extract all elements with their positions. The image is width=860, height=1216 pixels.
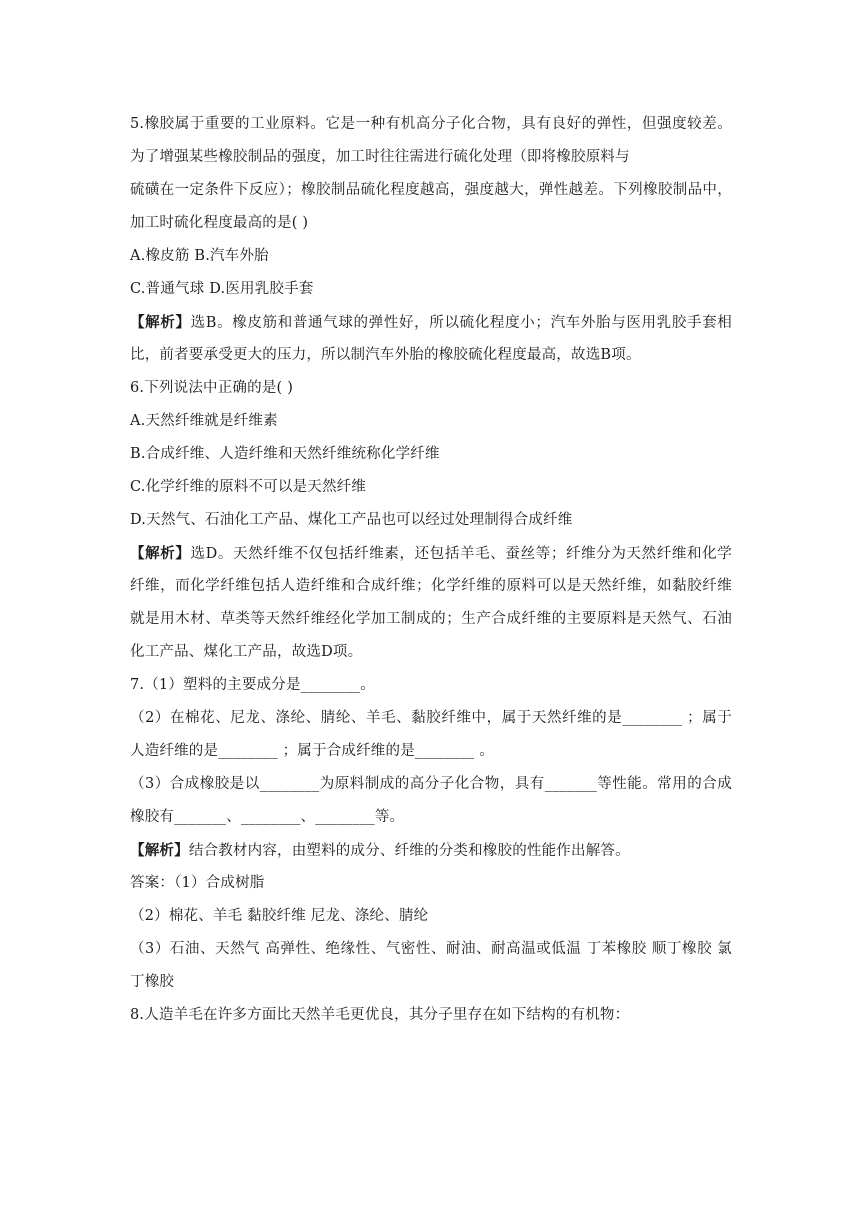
q7-answer-line-3: （3）石油、天然气 高弹性、绝缘性、气密性、耐油、耐高温或低温 丁苯橡胶 顺丁橡胶 氯: [130, 941, 732, 957]
q5-stem-line-4: 加工时硫化程度最高的是( ): [130, 215, 309, 231]
q6-option-c: C.化学纤维的原料不可以是天然纤维: [130, 479, 367, 495]
q5-analysis-tag: 【解析】: [130, 314, 191, 331]
page-content: [130, 108, 732, 1032]
q6-option-b: B.合成纤维、人造纤维和天然纤维统称化学纤维: [130, 446, 440, 462]
q7-part-3-line-2: 橡胶有_______、________、________等。: [130, 809, 405, 825]
q7-answer-line-2: （2）棉花、羊毛 黏胶纤维 尼龙、涤纶、腈纶: [130, 908, 429, 924]
q7-part-1: 7.（1）塑料的主要成分是________。: [130, 677, 375, 693]
q7-answer-line-4: 丁橡胶: [130, 974, 175, 990]
q6-analysis-line-2: 纤维，而化学纤维包括人造纤维和合成纤维；化学纤维的原料可以是天然纤维，如黏胶纤维: [130, 578, 732, 594]
q6-option-a: A.天然纤维就是纤维素: [130, 413, 278, 429]
q6-analysis-line-3: 就是用木材、草类等天然纤维经化学加工制成的；生产合成纤维的主要原料是天然气、石油: [130, 611, 732, 627]
q7-part-3-line-1: （3）合成橡胶是以________为原料制成的高分子化合物，具有_______等性能。常用的合成: [130, 776, 732, 792]
q7-part-2-line-1: （2）在棉花、尼龙、涤纶、腈纶、羊毛、黏胶纤维中，属于天然纤维的是________ ；属于: [130, 710, 732, 726]
q5-stem-line-1: 5.橡胶属于重要的工业原料。它是一种有机高分子化合物，具有良好的弹性，但强度较差。: [130, 116, 732, 132]
q5-stem-line-3: 硫磺在一定条件下反应）；橡胶制品硫化程度越高，强度越大，弹性越差。下列橡胶制品中，: [130, 182, 732, 198]
q5-options-cd: C.普通气球 D.医用乳胶手套: [130, 281, 314, 297]
q7-analysis-line: [130, 834, 732, 867]
q5-analysis-text-1: 选B。橡皮筋和普通气球的弹性好，所以硫化程度小；汽车外胎与医用乳胶手套相: [190, 315, 732, 331]
q5-options-ab: A.橡皮筋 B.汽车外胎: [130, 248, 269, 264]
q5-analysis-line-2: 比，前者要承受更大的压力，所以制汽车外胎的橡胶硫化程度最高，故选B项。: [130, 347, 641, 363]
q6-option-d: D.天然气、石油化工产品、煤化工产品也可以经过处理制得合成纤维: [130, 512, 573, 528]
q7-part-2-line-2: 人造纤维的是________ ；属于合成纤维的是________ 。: [130, 743, 495, 759]
q6-stem: 6.下列说法中正确的是( ): [130, 380, 294, 396]
q6-analysis-line-4: 化工产品、煤化工产品，故选D项。: [130, 644, 363, 660]
q7-analysis-text: 结合教材内容，由塑料的成分、纤维的分类和橡胶的性能作出解答。: [188, 843, 630, 859]
q6-analysis-tag: 【解析】: [130, 545, 191, 562]
q6-analysis-text-1: 选D。天然纤维不仅包括纤维素，还包括羊毛、蚕丝等；纤维分为天然纤维和化学: [190, 546, 732, 562]
q5-analysis-line-1: [130, 306, 732, 339]
q7-answer-line-1: 答案：（1）合成树脂: [130, 875, 265, 891]
q7-analysis-tag: 【解析】: [130, 842, 189, 859]
q5-stem-line-2: 为了增强某些橡胶制品的强度，加工时往往需进行硫化处理（即将橡胶原料与: [130, 149, 630, 165]
q6-analysis-line-1: [130, 537, 732, 570]
q8-stem: 8.人造羊毛在许多方面比天然羊毛更优良，其分子里存在如下结构的有机物：: [130, 1007, 630, 1023]
